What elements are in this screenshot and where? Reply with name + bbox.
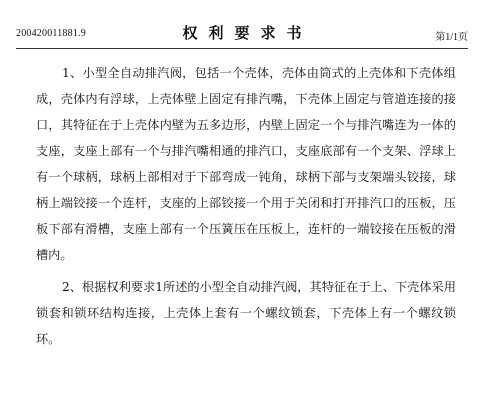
page-header: [16, 22, 468, 44]
page-number: 第1/1页: [435, 32, 468, 43]
claim-1: 1、小型全自动排汽阀，包括一个壳体，壳体由筒式的上壳体和下壳体组成，壳体内有浮球，上壳体壁上固定有排汽嘴，下壳体上固定与管道连接的接口，其特征在于上壳体内壁为五多边形，内壁上固定一个与排汽嘴连为一体的支座，支座上部有一个与排汽嘴相通的排汽口，支座底部有一个支架、浮球上有一个球柄，球柄上部相对于下部弯成一钝角，球柄下部与支架端头铰接，球柄上端铰接一个连杆，支座的上部铰接一个用于关闭和打开排汽口的压板，压板下部有滑槽，支座上部有一个压簧压在压板上，连杆的一端铰接在压板的滑槽内。: [36, 66, 456, 262]
application-number: 200420011881.9: [16, 28, 86, 39]
document-title: 权利要求书: [182, 24, 313, 42]
claim-2: 2、根据权利要求1所述的小型全自动排汽阀，其特征在于上、下壳体采用锁套和锁环结构连接，上壳体上套有一个螺纹锁套，下壳体上有一个螺纹锁环。: [36, 280, 456, 346]
header-divider: [16, 48, 468, 49]
claims-body: [36, 60, 456, 352]
